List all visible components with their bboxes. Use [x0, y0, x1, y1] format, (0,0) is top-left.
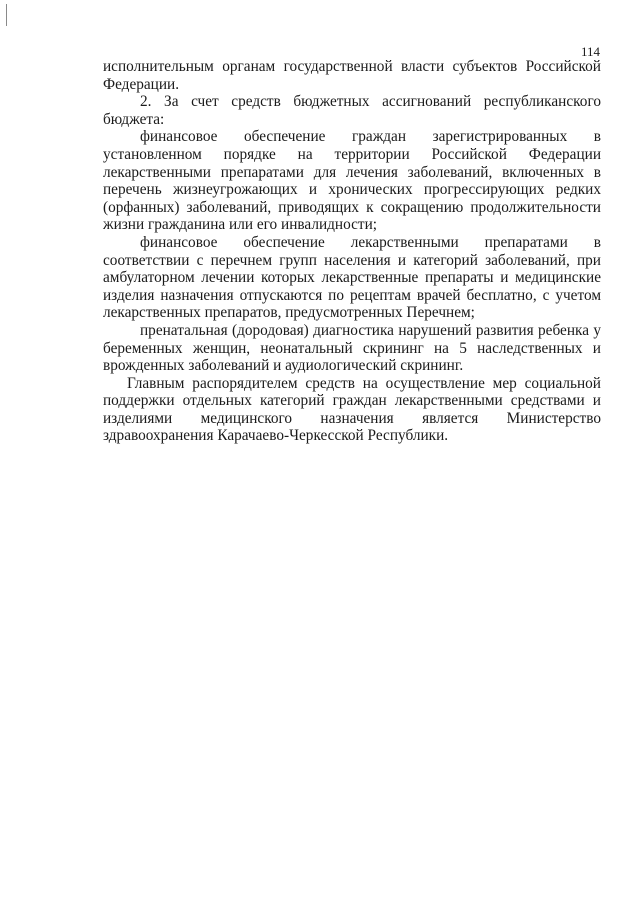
paragraph-chief-administrator: Главным распорядителем средств на осуществление мер социальной поддержки отдельных категорий граждан лекарственными средствами и изделиями медицинского назначения является Министерство здравоохранения Карачаево-Черкесской Республики.: [103, 374, 601, 445]
paragraph-orphan-diseases: финансовое обеспечение граждан зарегистрированных в установленном порядке на территории Российской Федерации лекарственными препаратами для лечения заболеваний, включенных в перечень жизнеугрожающих и хронических прогрессирующих редких (орфанных) заболеваний, приводящих к сокращению продолжительности жизни гражданина или его инвалидности;: [103, 128, 601, 234]
paragraph-budget-item: 2. За счет средств бюджетных ассигнований республиканского бюджета:: [103, 93, 601, 128]
paragraph-drug-provision: финансовое обеспечение лекарственными препаратами в соответствии с перечнем групп населения и категорий заболеваний, при амбулаторном лечении которых лекарственные препараты и медицинские изделия назначения отпускаются по рецептам врачей бесплатно, с учетом лекарственных препаратов, предусмотренных Перечнем;: [103, 233, 601, 322]
page-number: 114: [580, 44, 600, 59]
scan-edge-mark: [6, 4, 7, 26]
paragraph-prenatal-diagnostics: пренатальная (дородовая) диагностика нарушений развития ребенка у беременных женщин, неонатальный скрининг на 5 наследственных и врожденных заболеваний и аудиологический скрининг.: [103, 321, 601, 375]
paragraph-continuation: исполнительным органам государственной власти субъектов Российской Федерации.: [103, 58, 601, 93]
document-body: [103, 58, 601, 445]
